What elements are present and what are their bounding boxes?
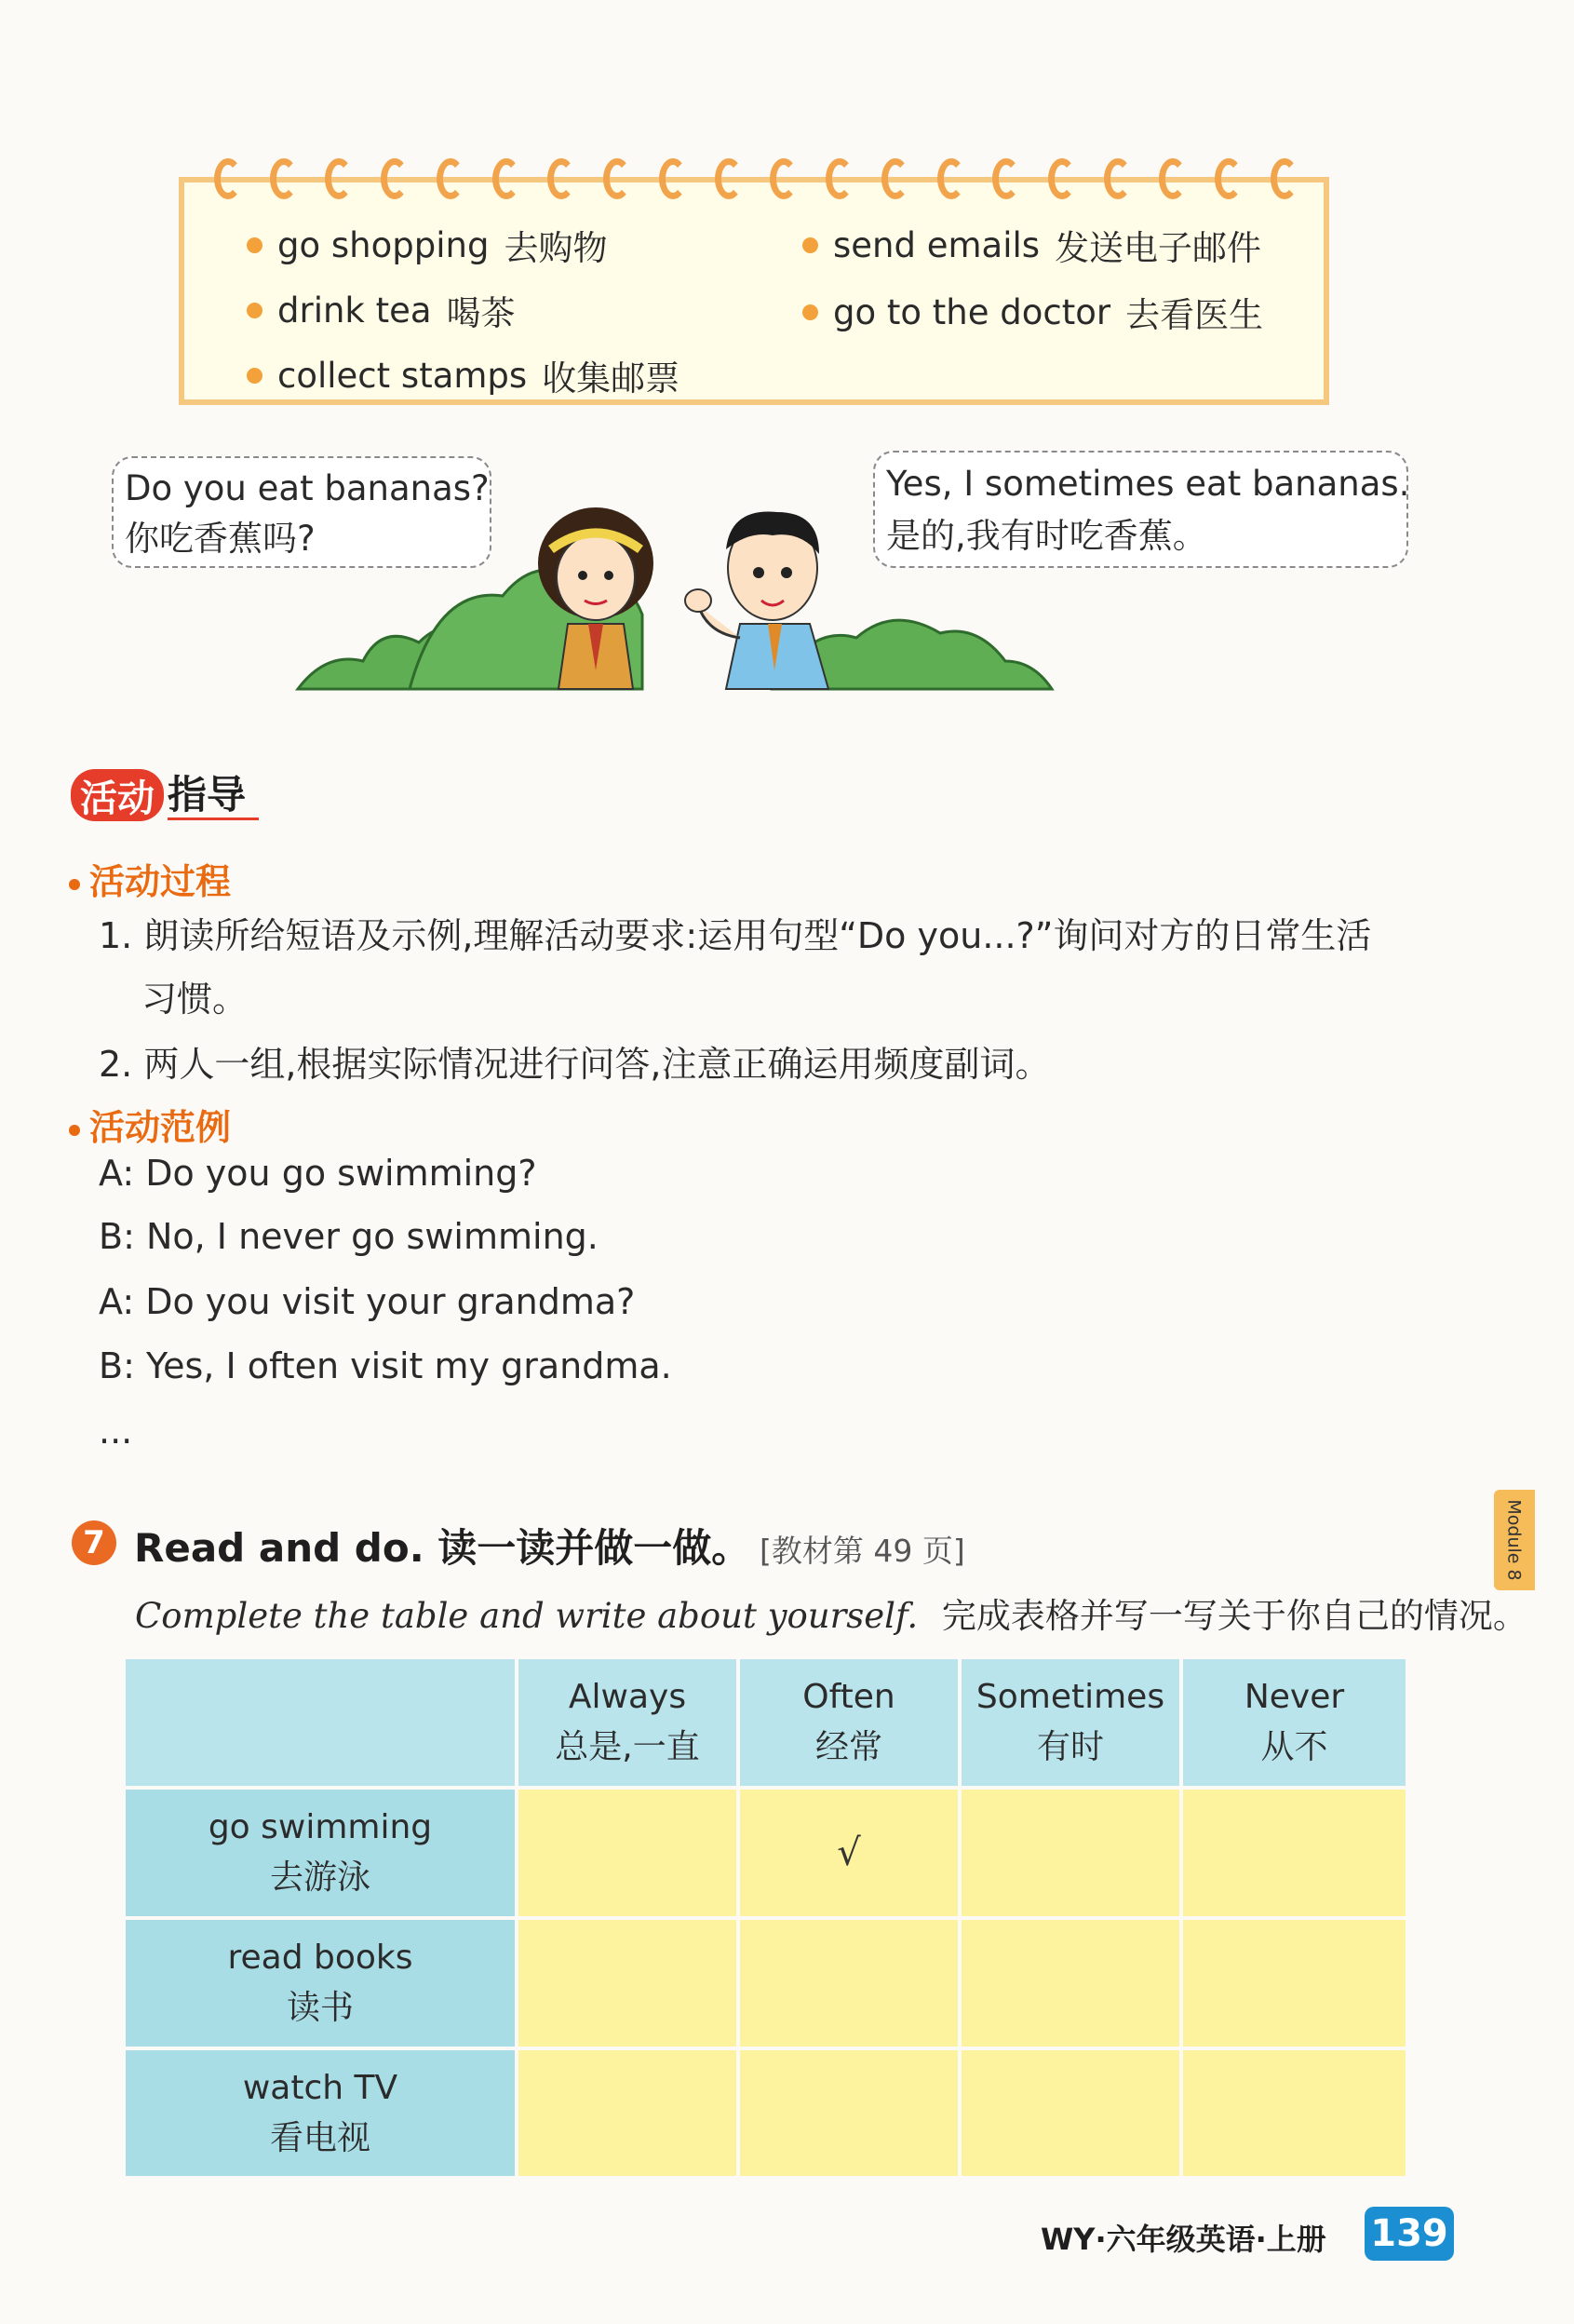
column-header-en: Sometimes (975, 1678, 1165, 1716)
example-line: A: Do you go swimming? (99, 1153, 537, 1194)
example-line: A: Do you visit your grandma? (99, 1281, 636, 1322)
column-header (962, 1659, 1179, 1786)
bullet-icon (247, 303, 262, 318)
row-header-en: watch TV (242, 2068, 398, 2107)
column-header (1183, 1659, 1406, 1786)
ring-icon (212, 156, 249, 207)
answer-cell[interactable] (962, 2050, 1179, 2176)
process-line: 2. 两人一组,根据实际情况进行问答,注意正确运用频度副词。 (99, 1044, 1051, 1085)
row-header-cn: 读书 (286, 1989, 354, 2027)
answer-cell[interactable] (962, 1790, 1179, 1916)
ring-icon (1157, 156, 1194, 207)
speech-bubble-right (873, 451, 1408, 568)
section-underline (168, 817, 259, 820)
column-header (518, 1659, 736, 1786)
speech-bubble-left (112, 456, 491, 568)
phrase-item (247, 220, 607, 270)
example-line: B: No, I never go swimming. (99, 1216, 599, 1257)
phrase-item (802, 220, 1261, 270)
phrase-en: go to the doctor (833, 291, 1111, 332)
module-side-tab-label: Module 8 (1504, 1499, 1525, 1581)
process-line: 1. 朗读所给短语及示例,理解活动要求:运用句型“Do you...?”询问对方的日常生活 (99, 915, 1372, 956)
ring-icon (713, 156, 750, 207)
module-side-tab (1494, 1490, 1535, 1590)
page-number: 139 (1365, 2207, 1454, 2261)
tick-mark: √ (837, 1831, 861, 1874)
bubble-text-en: Do you eat bananas? (125, 468, 490, 508)
example-heading-text: 活动范例 (89, 1107, 232, 1148)
process-heading-text: 活动过程 (89, 861, 232, 902)
answer-cell[interactable] (518, 1790, 736, 1916)
ring-icon (435, 156, 472, 207)
row-header (126, 2050, 515, 2176)
bullet-icon (69, 1125, 80, 1136)
frequency-table (126, 1659, 1406, 2176)
bubble-text-en: Yes, I sometimes eat bananas. (886, 464, 1410, 504)
phrase-item (247, 350, 679, 400)
exercise-number: 7 (72, 1520, 116, 1565)
phrase-cn: 去购物 (504, 228, 608, 268)
ring-icon (1046, 156, 1083, 207)
ring-icon (1213, 156, 1250, 207)
ring-icon (601, 156, 639, 207)
notebook-rings (212, 156, 1306, 212)
bullet-icon (247, 368, 262, 384)
row-header-cn: 去游泳 (269, 1858, 370, 1897)
column-header-cn: 总是,一直 (555, 1728, 700, 1766)
answer-cell[interactable] (518, 2050, 736, 2176)
ring-icon (768, 156, 805, 207)
example-line: B: Yes, I often visit my grandma. (99, 1345, 672, 1386)
instruction-en: Complete the table and write about yourself. (135, 1596, 919, 1636)
table-corner (126, 1659, 515, 1786)
phrase-en: send emails (833, 224, 1041, 265)
phrase-cn: 收集邮票 (542, 358, 680, 399)
exercise-instruction (135, 1588, 1527, 1638)
bullet-icon (69, 879, 80, 890)
row-header (126, 1920, 515, 2047)
column-header-en: Never (1244, 1678, 1345, 1716)
answer-cell[interactable] (518, 1920, 736, 2047)
example-line: ... (99, 1411, 133, 1452)
row-header-en: go swimming (208, 1808, 433, 1846)
bubble-text-cn: 你吃香蕉吗? (125, 519, 316, 559)
section-badge: 活动 (71, 769, 164, 821)
book-title: WY·六年级英语·上册 (1041, 2222, 1326, 2257)
row-header-cn: 看电视 (269, 2118, 370, 2157)
column-header-cn: 经常 (814, 1728, 882, 1766)
phrase-cn: 发送电子邮件 (1055, 228, 1262, 268)
answer-cell[interactable] (1183, 1790, 1406, 1916)
phrase-cn: 喝茶 (446, 293, 516, 333)
ring-icon (935, 156, 973, 207)
example-heading (69, 1099, 231, 1150)
phrase-cn: 去看医生 (1125, 295, 1264, 335)
answer-cell[interactable] (1183, 1920, 1406, 2047)
instruction-cn: 完成表格并写一写关于你自己的情况。 (941, 1596, 1527, 1636)
phrase-item (247, 285, 516, 335)
column-header-cn: 从不 (1260, 1728, 1328, 1766)
ring-icon (824, 156, 861, 207)
bullet-icon (247, 237, 262, 253)
section-title: 指导 (168, 772, 247, 817)
bullet-icon (802, 237, 818, 253)
bullet-icon (802, 304, 818, 320)
ring-icon (657, 156, 694, 207)
column-header (740, 1659, 958, 1786)
process-line: 习惯。 (141, 979, 249, 1020)
ring-icon (990, 156, 1028, 207)
answer-cell[interactable] (740, 2050, 958, 2176)
ring-icon (1102, 156, 1139, 207)
phrase-en: go shopping (277, 224, 490, 265)
textbook-reference: [教材第 49 页] (760, 1533, 965, 1569)
ring-icon (323, 156, 360, 207)
ring-icon (268, 156, 305, 207)
ring-icon (379, 156, 416, 207)
ring-icon (491, 156, 528, 207)
bubble-text-cn: 是的,我有时吃香蕉。 (886, 516, 1207, 556)
answer-cell[interactable] (740, 1790, 958, 1916)
column-header-cn: 有时 (1036, 1728, 1104, 1766)
row-header (126, 1790, 515, 1916)
phrase-item (802, 287, 1263, 337)
answer-cell[interactable] (1183, 2050, 1406, 2176)
column-header-en: Often (802, 1678, 895, 1716)
column-header-en: Always (568, 1678, 687, 1716)
phrase-en: drink tea (277, 290, 432, 331)
exercise-title: Read and do. 读一读并做一做。 (134, 1525, 751, 1571)
ring-icon (880, 156, 917, 207)
answer-cell[interactable] (740, 1920, 958, 2047)
phrase-en: collect stamps (277, 355, 528, 396)
row-header-en: read books (227, 1939, 413, 1977)
answer-cell[interactable] (962, 1920, 1179, 2047)
ring-icon (1269, 156, 1306, 207)
ring-icon (545, 156, 583, 207)
process-heading (69, 853, 231, 904)
